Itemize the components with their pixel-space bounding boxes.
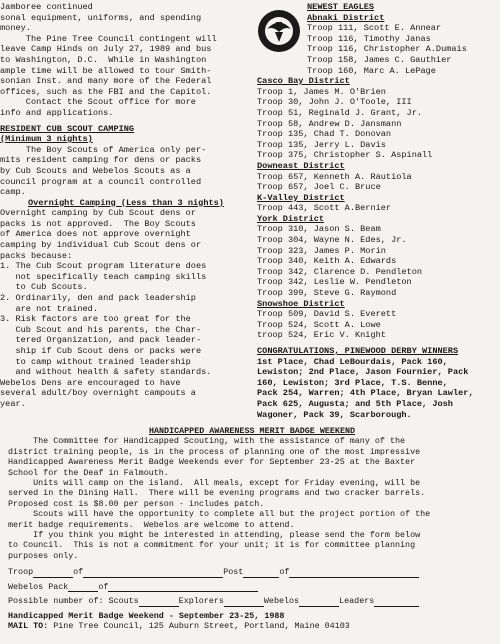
- para-line: Handicapped Awareness Merit Badge Weekends ever for September 23-25 at the Baxter: [8, 457, 416, 468]
- intro-line: The Pine Tree Council contingent will: [0, 33, 217, 44]
- district-heading: York District: [257, 213, 325, 224]
- para-line: The Committee for Handicapped Scouting, with the assistance of many of the: [8, 436, 406, 447]
- eagle-scout-entry: Troop 509, David S. Everett: [257, 309, 397, 320]
- webelos-line: several adult/boy overnight campouts a: [0, 388, 196, 399]
- intro-line: sonal equipment, uniforms, and spending: [0, 12, 202, 23]
- intro-line: sonian Inst. and many more of the Federal: [0, 76, 212, 87]
- derby-line: Wagoner, Pack 39, Scarborough.: [257, 409, 412, 420]
- reasons-line: tered Organization, and pack leader-: [0, 335, 202, 346]
- webelos-of-field[interactable]: [108, 591, 258, 592]
- overnight-camping-heading: Overnight Camping (Less than 3 nights): [28, 197, 224, 208]
- troop-of-field[interactable]: [83, 577, 223, 578]
- district-heading: Casco Bay District: [257, 76, 350, 87]
- para-line: Units will camp on the island. All meals, except for Friday evening, will be: [8, 478, 421, 489]
- eagle-scout-entry: Troop 160, Marc A. LePage: [307, 65, 436, 76]
- scouts-field[interactable]: [139, 606, 179, 607]
- merit-badge-heading: HANDICAPPED AWARENESS MERIT BADGE WEEKEND: [148, 426, 356, 436]
- oc_body-line: Overnight camping by Cub Scout dens or: [0, 208, 196, 219]
- para-line: If you think you might be interested in attending, please send the form below: [8, 530, 421, 541]
- para-line: served in the Dining Hall. There will be evening programs and two cracker barrels.: [8, 488, 426, 499]
- reasons-line: and without health & safety standards.: [0, 367, 212, 378]
- district-heading: Downeast District: [257, 160, 345, 171]
- eagle-scout-entry: Troop 30, John J. O'Toole, III: [257, 97, 412, 108]
- merit-badge-text: [8, 436, 496, 561]
- eagle-scout-entry: Troop 342, Clarence D. Pendleton: [257, 266, 423, 277]
- eagle-scout-entry: Troop 524, Scott A. Lowe: [257, 319, 381, 330]
- form-row-webelos: Webelos Pack of: [8, 582, 496, 592]
- eagle-scout-entry: Troop 340, Keith A. Edwards: [257, 256, 397, 267]
- eagle-scout-entry: Troop 158, James C. Gauthier: [307, 54, 452, 65]
- reasons-line: not specifically teach camping skills: [0, 271, 207, 282]
- rc_body-line: camp.: [0, 187, 26, 198]
- oc_body-line: packs because:: [0, 250, 73, 261]
- reasons-line: 1. The Cub Scout program literature does: [0, 261, 207, 272]
- para-line: Proposed cost is $8.00 per person - includes patch.: [8, 498, 265, 509]
- webelos-line: year.: [0, 398, 26, 409]
- reasons-line: 2. Ordinarily, den and pack leadership: [0, 293, 196, 304]
- eagle-scout-entry: Troop 111, Scott E. Annear: [307, 23, 442, 34]
- intro-line: leave Camp Hinds on July 27, 1989 and bus: [0, 44, 212, 55]
- leaders-field[interactable]: [374, 606, 419, 607]
- derby-winners-text: [257, 357, 497, 421]
- reasons-line: ship if Cub Scout dens or packs were: [0, 346, 202, 356]
- jamboree-text: [0, 2, 235, 119]
- derby-line: Pack 625, Augusta; and 5th Place, Josh: [257, 398, 453, 409]
- derby-winners-heading: CONGRATULATIONS, PINEWOOD DERBY WINNERS: [257, 346, 459, 356]
- eagle-scout-entry: Troop 1, James M. O'Brien: [257, 86, 386, 97]
- oc_body-line: of America does not approve overnight: [0, 229, 191, 240]
- form-row-possible: Possible number of: Scouts Explorers Webelos Leaders: [8, 596, 496, 606]
- resident-camping-text: [0, 145, 235, 198]
- webelos-field[interactable]: [299, 606, 339, 607]
- resident-camping-heading: RESIDENT CUB SCOUT CAMPING: [0, 123, 135, 134]
- district-block: [257, 161, 497, 193]
- rc_body-line: by Cub Scouts and Webelos Scouts as a: [0, 165, 191, 176]
- reasons-line: to camp without trained leadership: [0, 356, 191, 367]
- para-line: merit badge requirements. Webelos are welcome to attend.: [8, 519, 295, 530]
- eagle-scout-entry: Troop 342, Leslie W. Pendleton: [257, 277, 412, 288]
- explorers-field[interactable]: [224, 606, 264, 607]
- newest-eagles-heading: NEWEST EAGLES: [307, 2, 375, 12]
- troop-field[interactable]: [33, 577, 73, 578]
- eagle-scout-entry: Troop 135, Jerry L. Davis: [257, 139, 386, 150]
- district-block: [257, 214, 497, 299]
- eagle-scout-entry: Troop 116, Christopher A.Dumais: [307, 44, 467, 55]
- district-heading: Snowshoe District: [257, 298, 345, 309]
- reasons-line: are not trained.: [0, 303, 98, 314]
- post-of-field[interactable]: [289, 577, 419, 578]
- webelos-pack-field[interactable]: [68, 591, 98, 592]
- intro-line: money.: [0, 23, 31, 34]
- intro-line: Jamboree continued: [0, 2, 93, 12]
- district-block: [257, 299, 497, 341]
- eagle-scout-entry: Troop 375, Christopher S. Aspinall: [257, 150, 433, 161]
- derby-line: Lewiston; 2nd Place, Jason Fournier, Pack: [257, 367, 469, 378]
- derby-line: Pack 254, Warren; 4th Place, Bryan Lawler,: [257, 388, 474, 399]
- eagle-scout-entry: Troop 323, James P. Morin: [257, 245, 386, 256]
- rc_body-line: The Boy Scouts of America only per-: [0, 144, 207, 155]
- district-block: [257, 13, 497, 77]
- eagle-scout-entry: Troop 310, Jason S. Beam: [257, 224, 381, 235]
- eagle-scout-entry: Troop 135, Chad T. Donovan: [257, 129, 392, 140]
- district-heading: Abnaki District: [307, 12, 385, 23]
- webelos-text: [0, 378, 235, 410]
- resident-camping-subheading: (Minimum 3 nights): [0, 134, 93, 145]
- eagle-scout-entry: Troop 304, Wayne N. Edes, Jr.: [257, 235, 407, 246]
- derby-line: 160, Lewiston; 3rd Place, T.S. Benne,: [257, 377, 448, 388]
- reasons-line: Cub Scout and his parents, the Char-: [0, 324, 202, 335]
- intro-line: Contact the Scout office for more: [0, 97, 196, 108]
- intro-line: to Washington, D.C. While in Washington: [0, 54, 207, 65]
- intro-line: offices, such as the FBI and the Capitol.: [0, 86, 212, 97]
- eagle-scout-entry: Troop 116, Timothy Janas: [307, 33, 431, 44]
- eagle-scout-entry: Troop 657, Joel C. Bruce: [257, 182, 381, 193]
- para-line: district training people, is in the process of planning one of the most impressive: [8, 446, 421, 457]
- eagle-scout-entry: Troop 58, Andrew D. Jansmann: [257, 118, 402, 129]
- eagle-scout-entry: Troop 657, Kenneth A. Rautiola: [257, 171, 412, 182]
- reasons-list: [0, 261, 235, 378]
- merit-badge-weekend-section: [8, 426, 496, 631]
- district-heading: K-Valley District: [257, 192, 345, 203]
- reasons-line: to Cub Scouts.: [0, 282, 88, 293]
- district-block: [257, 193, 497, 214]
- post-field[interactable]: [243, 577, 279, 578]
- para-line: Scouts will have the opportunity to complete all but the project portion of the: [8, 509, 431, 520]
- oc_body-line: packs is not approved. The Boy Scouts: [0, 218, 196, 229]
- right-column: [257, 2, 497, 420]
- webelos-line: Webelos Dens are encouraged to have: [0, 377, 181, 388]
- intro-line: info and applications.: [0, 107, 114, 118]
- rc_body-line: council program at a council controlled: [0, 176, 202, 187]
- footer-mail-line: MAIL TO: Pine Tree Council, 125 Auburn Street, Portland, Maine 04103: [8, 620, 350, 631]
- form-row-troop: Troop of Post of: [8, 567, 496, 577]
- para-line: purposes only.: [8, 550, 79, 561]
- oc_body-line: camping by individual Cub Scout dens or: [0, 240, 202, 251]
- rc_body-line: mits resident camping for dens or packs: [0, 155, 202, 166]
- district-block: [257, 76, 497, 161]
- overnight-camping-text: [0, 208, 235, 261]
- eagle-scout-entry: Troop 399, Steve G. Raymond: [257, 288, 397, 299]
- eagle-scout-entry: Troop 51, Reginald J. Grant, Jr.: [257, 107, 423, 118]
- districts-list: [257, 13, 497, 341]
- reasons-line: 3. Risk factors are too great for the: [0, 314, 191, 325]
- eagle-scout-entry: troop 524, Eric V. Knight: [257, 330, 386, 341]
- para-line: to Council. This is not a commitment for your unit; it is for committee planning: [8, 540, 416, 551]
- derby-line: 1st Place, Chad LeBourdais, Pack 160,: [257, 356, 448, 367]
- intro-line: ample time will be allowed to tour Smith-: [0, 65, 212, 76]
- para-line: School for the Deaf in Falmouth.: [8, 467, 169, 478]
- footer-event-line: Handicapped Merit Badge Weekend - September 23-25, 1988: [8, 610, 285, 621]
- left-column: [0, 2, 235, 410]
- eagle-scout-entry: Troop 443, Scott A.Bernier: [257, 203, 392, 214]
